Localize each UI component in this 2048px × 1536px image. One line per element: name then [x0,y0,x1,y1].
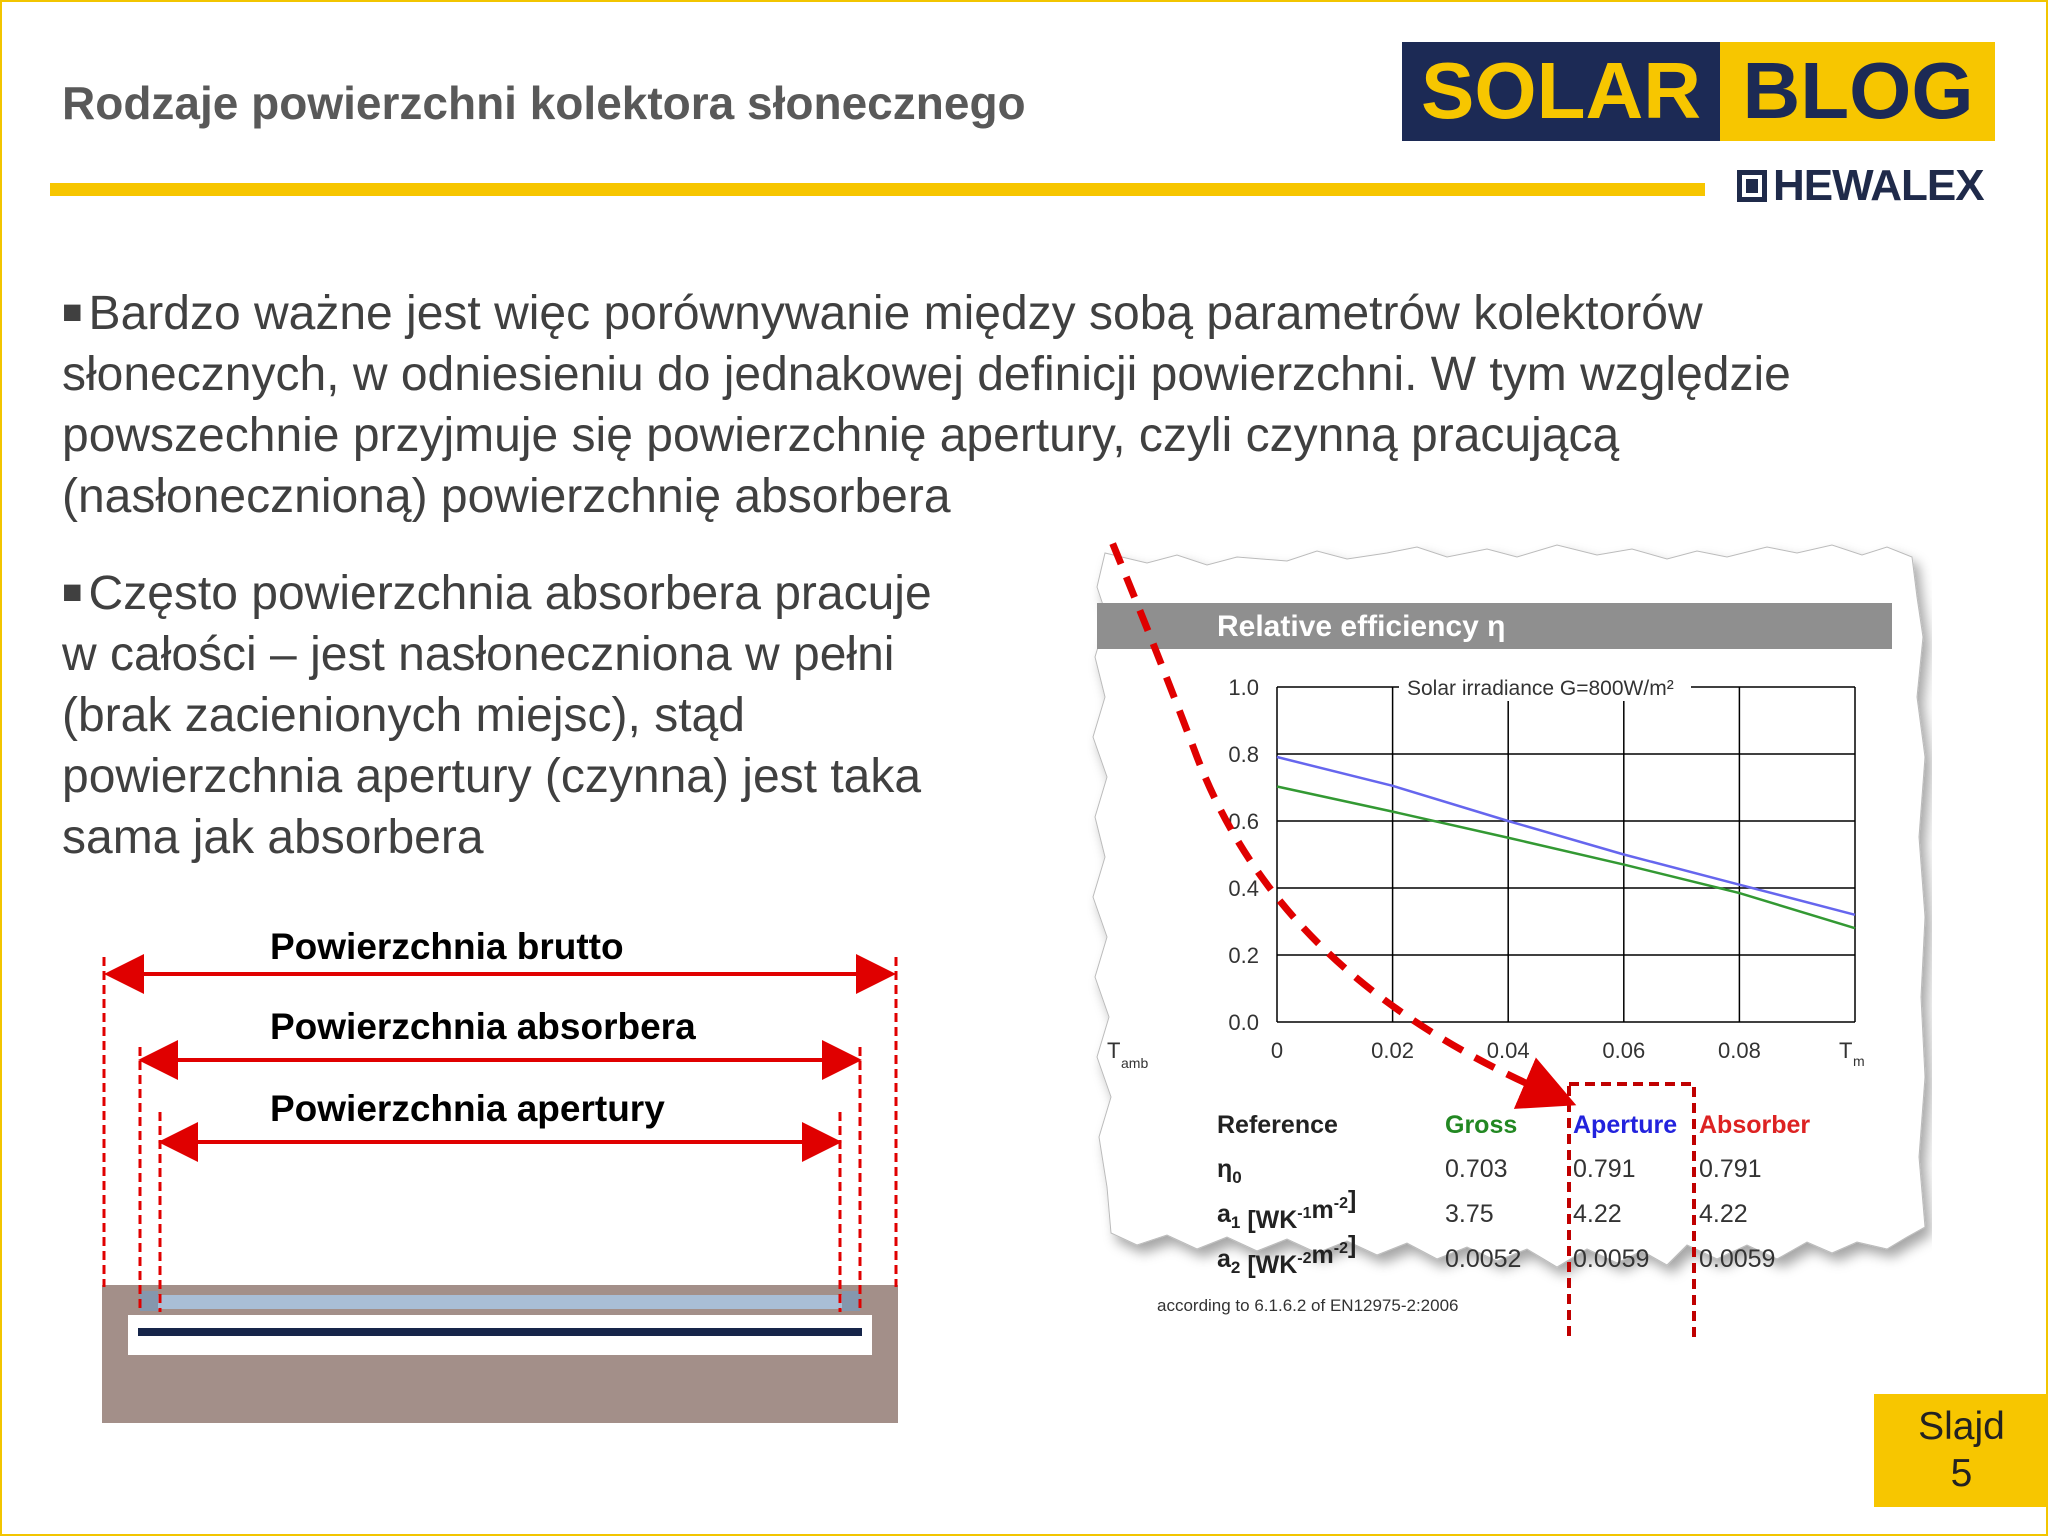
hewalex-logo [1737,161,1984,210]
x-tick-label: 0.04 [1486,1038,1530,1063]
x-tick-label: 0 [1270,1038,1284,1063]
page-title: Rodzaje powierzchni kolektora słonecznego [62,77,1026,129]
bullet-square-icon: ■ [62,573,83,611]
absorber-plate [138,1328,862,1336]
collector-area-diagram [100,922,900,1427]
logo-solar-text: SOLAR [1421,46,1701,135]
logo-blog-text: BLOG [1742,46,1974,135]
solar-blog-logo [1402,42,1995,141]
bullet-2-line: powierzchnia apertury (czynna) jest taka [62,750,922,803]
table-cell-gross: 3.75 [1445,1200,1494,1228]
y-tick-label: 1.0 [1228,675,1259,700]
absorber-area-label: Powierzchnia absorbera [270,1006,696,1047]
bullet-1-line: (nasłonecznioną) powierzchnię absorbera [62,470,951,523]
slide-number: 5 [1950,1452,1973,1495]
x-tick-label: 0.08 [1717,1038,1761,1063]
table-cell-aperture: 0.0059 [1573,1245,1650,1273]
table-cell-gross: 0.0052 [1445,1245,1522,1273]
bullet-paragraph-1 [62,282,1962,527]
table-row-label: $\eta_0$ [1217,1155,1242,1187]
y-tick-label: 0.0 [1228,1010,1259,1035]
gross-area-label: Powierzchnia brutto [270,926,624,967]
x-axis-right-sublabel: m [1853,1053,1865,1069]
table-footnote: according to 6.1.6.2 of EN12975-2:2006 [1157,1296,1459,1315]
x-axis-left-label: T [1107,1038,1121,1063]
x-tick-label: 0.06 [1602,1038,1646,1063]
table-cell-absorber: 0.0059 [1699,1245,1776,1273]
bullet-1-line: powszechnie przyjmuje się powierzchnię apertury, czyli czynną pracującą [62,409,1620,462]
title-underline-bar [50,183,1705,196]
table-header: Absorber [1699,1111,1811,1139]
hewalex-mark-icon [1737,170,1767,202]
chart-title: Relative efficiency η [1217,610,1506,643]
table-header: Gross [1445,1111,1518,1139]
hewalex-logo-text: HEWALEX [1773,161,1984,210]
bullet-2-line: (brak zacienionych miejsc), stąd [62,689,745,742]
table-cell-absorber: 4.22 [1699,1200,1748,1228]
table-cell-absorber: 0.791 [1699,1155,1762,1183]
table-header: Aperture [1573,1111,1678,1139]
y-tick-label: 0.6 [1228,809,1259,834]
bullet-1-line: Bardzo ważne jest więc porównywanie między sobą parametrów kolektorów [88,287,1703,340]
y-tick-label: 0.4 [1228,876,1259,901]
collector-diagram-graphic [100,922,900,1427]
table-cell-aperture: 4.22 [1573,1200,1622,1228]
table-row-label: $a_1$ $[WK^{-1}m^{-2}]$ [1217,1186,1357,1234]
glass-cover [140,1295,860,1309]
bullet-2-line: w całości – jest nasłoneczniona w pełni [62,628,895,681]
table-cell-aperture: 0.791 [1573,1155,1636,1183]
slide-number-badge [1874,1394,2048,1507]
y-tick-label: 0.2 [1228,943,1259,968]
y-tick-label: 0.8 [1228,742,1259,767]
bullet-1-line: słonecznych, w odniesieniu do jednakowej definicji powierzchni. W tym względzie [62,348,1791,401]
table-row-label: $a_2$ $[WK^{-2}m^{-2}]$ [1217,1231,1357,1279]
bullet-paragraph-2 [62,562,1042,868]
x-axis-left-sublabel: amb [1121,1055,1149,1071]
chart-subtitle: Solar irradiance G=800W/m² [1407,677,1674,700]
glass-seal-left [140,1291,158,1311]
glass-seal-right [842,1291,860,1311]
x-axis-right-label: T [1839,1038,1853,1063]
bullet-2-line: Często powierzchnia absorbera pracuje [88,567,932,620]
table-cell-gross: 0.703 [1445,1155,1508,1183]
x-tick-label: 0.02 [1371,1038,1415,1063]
efficiency-chart-panel [1087,537,1932,1337]
table-header: Reference [1217,1111,1338,1139]
bullet-square-icon: ■ [62,293,83,331]
slide-label: Slajd [1918,1405,2005,1448]
aperture-area-label: Powierzchnia apertury [270,1088,665,1129]
bullet-2-line: sama jak absorbera [62,811,484,864]
